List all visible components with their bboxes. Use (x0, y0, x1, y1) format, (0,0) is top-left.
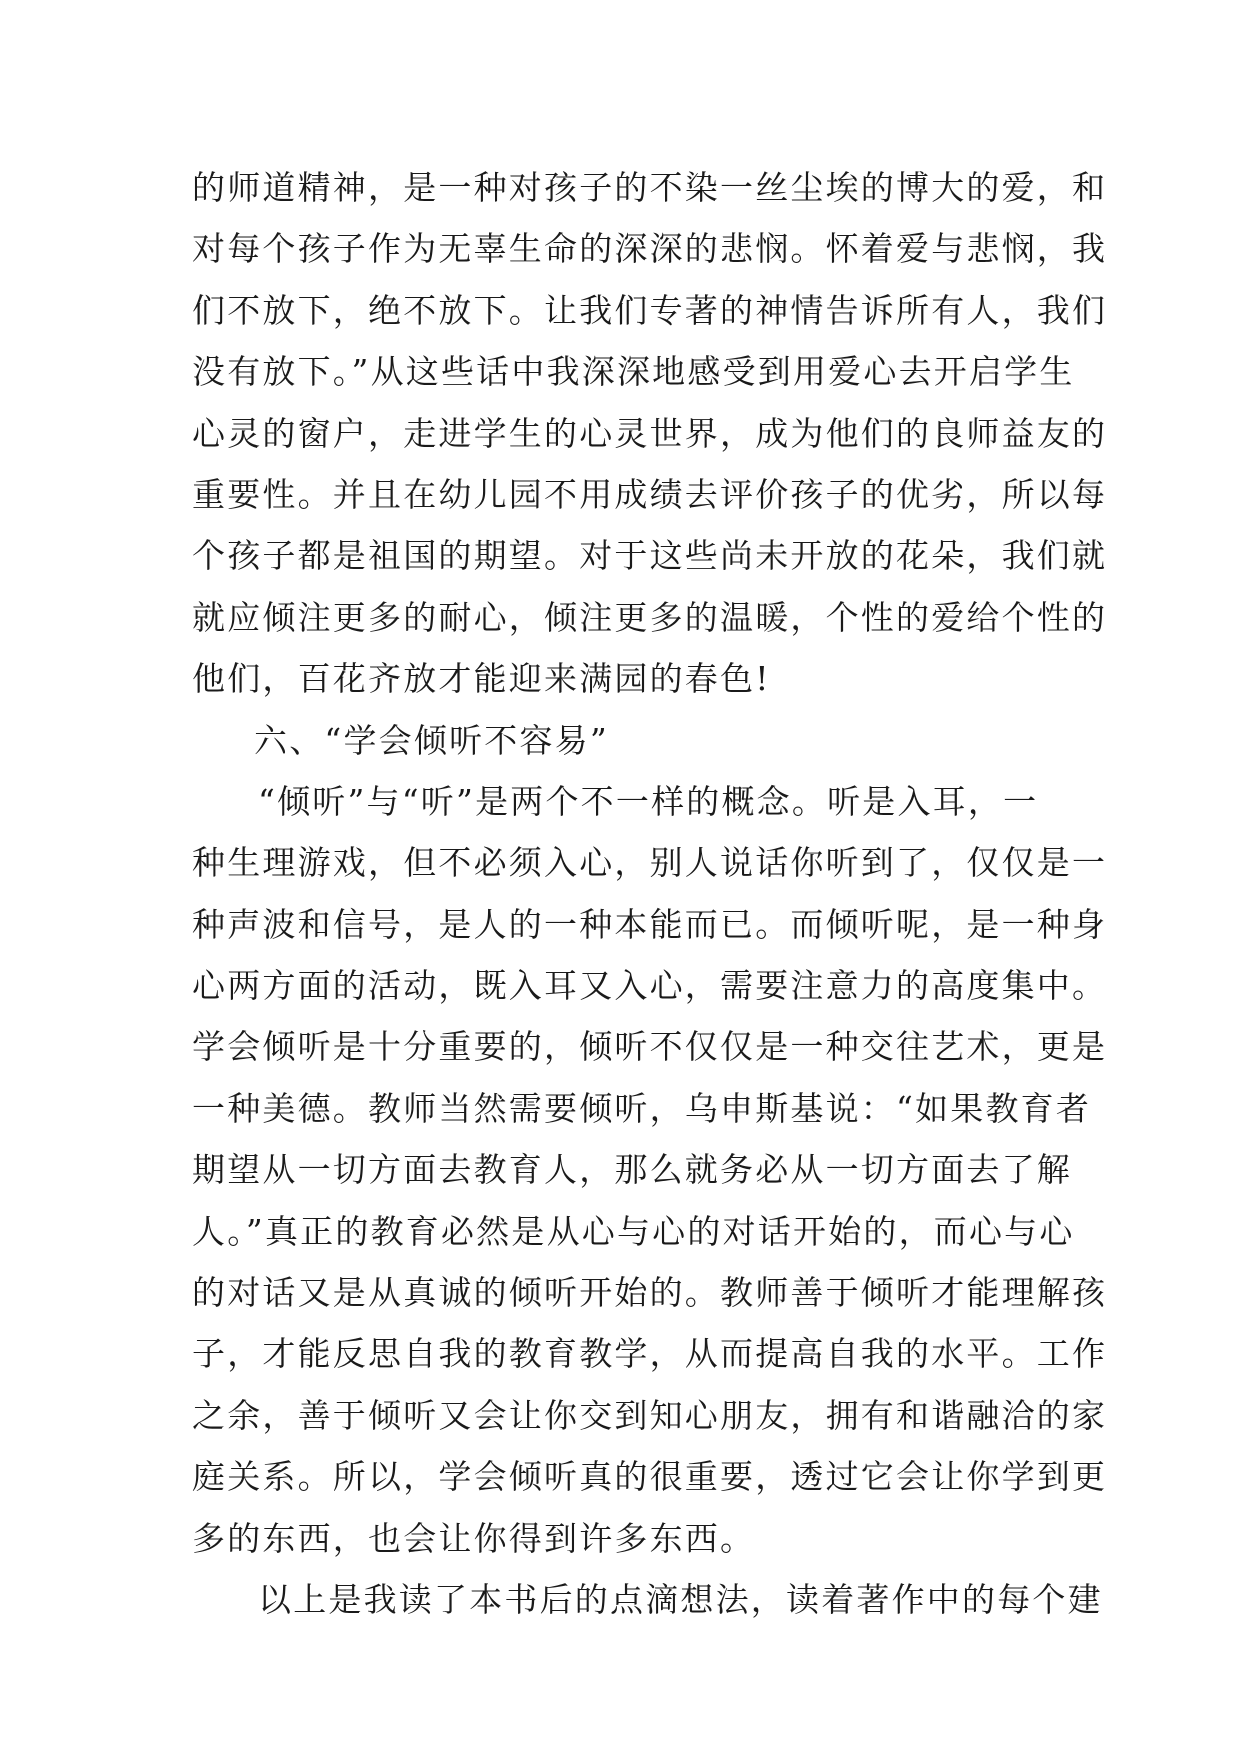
text-line: 就应倾注更多的耐心，倾注更多的温暖，个性的爱给个性的 (192, 597, 1108, 637)
text-line: 没有放下。”从这些话中我深深地感受到用爱心去开启学生 (192, 352, 1075, 392)
text-line: 种生理游戏，但不必须入心，别人说话你听到了，仅仅是一 (192, 843, 1108, 883)
text-line: 对每个孩子作为无辜生命的深深的悲悯。怀着爱与悲悯，我 (192, 229, 1108, 269)
text-line: 多的东西，也会让你得到许多东西。 (192, 1518, 756, 1558)
text-line: 子，才能反思自我的教育教学，从而提高自我的水平。工作 (192, 1334, 1108, 1374)
text-line: 们不放下，绝不放下。让我们专著的神情告诉所有人，我们 (192, 290, 1108, 330)
text-line: 的师道精神，是一种对孩子的不染一丝尘埃的博大的爱，和 (192, 168, 1108, 207)
text-line: 一种美德。教师当然需要倾听，乌申斯基说：“如果教育者 (192, 1088, 1092, 1128)
body-text (192, 157, 1108, 1630)
text-line: 以上是我读了本书后的点滴想法，读着著作中的每个建 (258, 1579, 1103, 1619)
text-line: 人。”真正的教育必然是从心与心的对话开始的，而心与心 (192, 1211, 1075, 1251)
text-line: 的对话又是从真诚的倾听开始的。教师善于倾听才能理解孩 (192, 1273, 1108, 1313)
text-line: 他们，百花齐放才能迎来满园的春色! (192, 659, 771, 699)
text-line: 心灵的窗户，走进学生的心灵世界，成为他们的良师益友的 (192, 413, 1108, 453)
text-line: 种声波和信号，是人的一种本能而已。而倾听呢，是一种身 (192, 904, 1108, 944)
section-heading: 六、“学会倾听不容易” (254, 720, 609, 760)
text-line: 重要性。并且在幼儿园不用成绩去评价孩子的优劣，所以每 (192, 474, 1108, 514)
text-line: 庭关系。所以，学会倾听真的很重要，透过它会让你学到更 (192, 1457, 1108, 1497)
text-line: 期望从一切方面去教育人，那么就务必从一切方面去了解 (192, 1150, 1072, 1190)
text-line: 心两方面的活动，既入耳又入心，需要注意力的高度集中。 (192, 966, 1108, 1006)
text-line: 学会倾听是十分重要的，倾听不仅仅是一种交往艺术，更是 (192, 1027, 1108, 1067)
text-line: “倾听”与“听”是两个不一样的概念。听是入耳，一 (258, 781, 1039, 821)
text-line: 个孩子都是祖国的期望。对于这些尚未开放的花朵，我们就 (192, 536, 1108, 576)
text-line: 之余，善于倾听又会让你交到知心朋友，拥有和谐融洽的家 (192, 1395, 1108, 1435)
